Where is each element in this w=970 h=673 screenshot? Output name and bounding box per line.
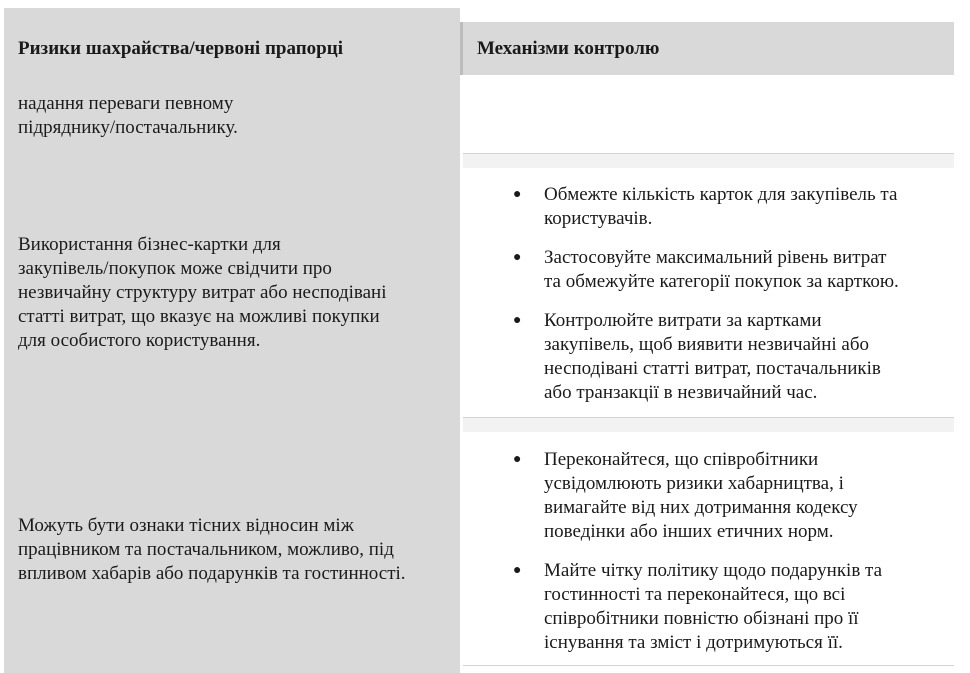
control-text-line: Переконайтеся, що співробітники — [544, 449, 819, 470]
control-text-line: користувачів. — [544, 208, 653, 229]
risk-text-line: впливом хабарів або подарунків та гостинності. — [18, 563, 406, 584]
header-risks — [4, 22, 460, 75]
control-text-line: Обмежте кількість карток для закупівель та — [544, 184, 898, 205]
risk-text-line: незвичайну структуру витрат або несподівані — [18, 282, 387, 303]
risk-text-line: надання переваги певному — [18, 93, 234, 114]
row-separator-band — [463, 154, 954, 168]
header-controls — [463, 22, 954, 75]
control-text-line: та обмежуйте категорії покупок за карткою. — [544, 271, 899, 292]
control-text-line: поведінки або інших етичних норм. — [544, 521, 834, 542]
risk-cell-row-1 — [18, 92, 456, 140]
bullet-dot-icon: ● — [513, 313, 522, 328]
controls-list-row-3 — [463, 448, 954, 670]
risk-text-line: статті витрат, що вказує на можливі покупки — [18, 306, 380, 327]
control-text-line: Контролюйте витрати за картками — [544, 310, 822, 331]
list-item — [463, 309, 954, 405]
bullet-dot-icon: ● — [513, 563, 522, 578]
control-text-line: вимагайте від них дотримання кодексу — [544, 497, 858, 518]
risk-cell-row-3 — [18, 514, 456, 586]
header-risks-label: Ризики шахрайства/червоні прапорці — [18, 37, 343, 59]
bullet-dot-icon: ● — [513, 452, 522, 467]
row-separator — [463, 665, 954, 666]
row-separator-band — [463, 418, 954, 432]
control-text-line: усвідомлюють ризики хабарництва, і — [544, 473, 844, 494]
header-controls-label: Механізми контролю — [477, 37, 660, 59]
bullet-dot-icon: ● — [513, 187, 522, 202]
risk-text-line: для особистого користування. — [18, 330, 261, 351]
risk-cell-row-2 — [18, 233, 456, 353]
control-text-line: існування та зміст і дотримуються її. — [544, 632, 843, 653]
risk-text-line: підряднику/постачальнику. — [18, 117, 238, 138]
control-text-line: Застосовуйте максимальний рівень витрат — [544, 247, 887, 268]
control-text-line: гостинності та переконайтеся, що всі — [544, 584, 846, 605]
risk-text-line: Можуть бути ознаки тісних відносин між — [18, 515, 354, 536]
fraud-risk-table — [4, 8, 954, 673]
list-item — [463, 183, 954, 231]
controls-list-row-2 — [463, 183, 954, 420]
risk-text-line: закупівель/покупок може свідчити про — [18, 258, 332, 279]
control-text-line: співробітники повністю обізнані про її — [544, 608, 859, 629]
list-item — [463, 246, 954, 294]
risk-text-line: Використання бізнес-картки для — [18, 234, 281, 255]
list-item — [463, 559, 954, 655]
control-text-line: або транзакції в незвичайний час. — [544, 382, 818, 403]
risk-text-line: працівником та постачальником, можливо, під — [18, 539, 394, 560]
control-text-line: закупівель, щоб виявити незвичайні або — [544, 334, 870, 355]
bullet-dot-icon: ● — [513, 250, 522, 265]
control-text-line: несподівані статті витрат, постачальників — [544, 358, 881, 379]
list-item — [463, 448, 954, 544]
control-text-line: Майте чітку політику щодо подарунків та — [544, 560, 883, 581]
